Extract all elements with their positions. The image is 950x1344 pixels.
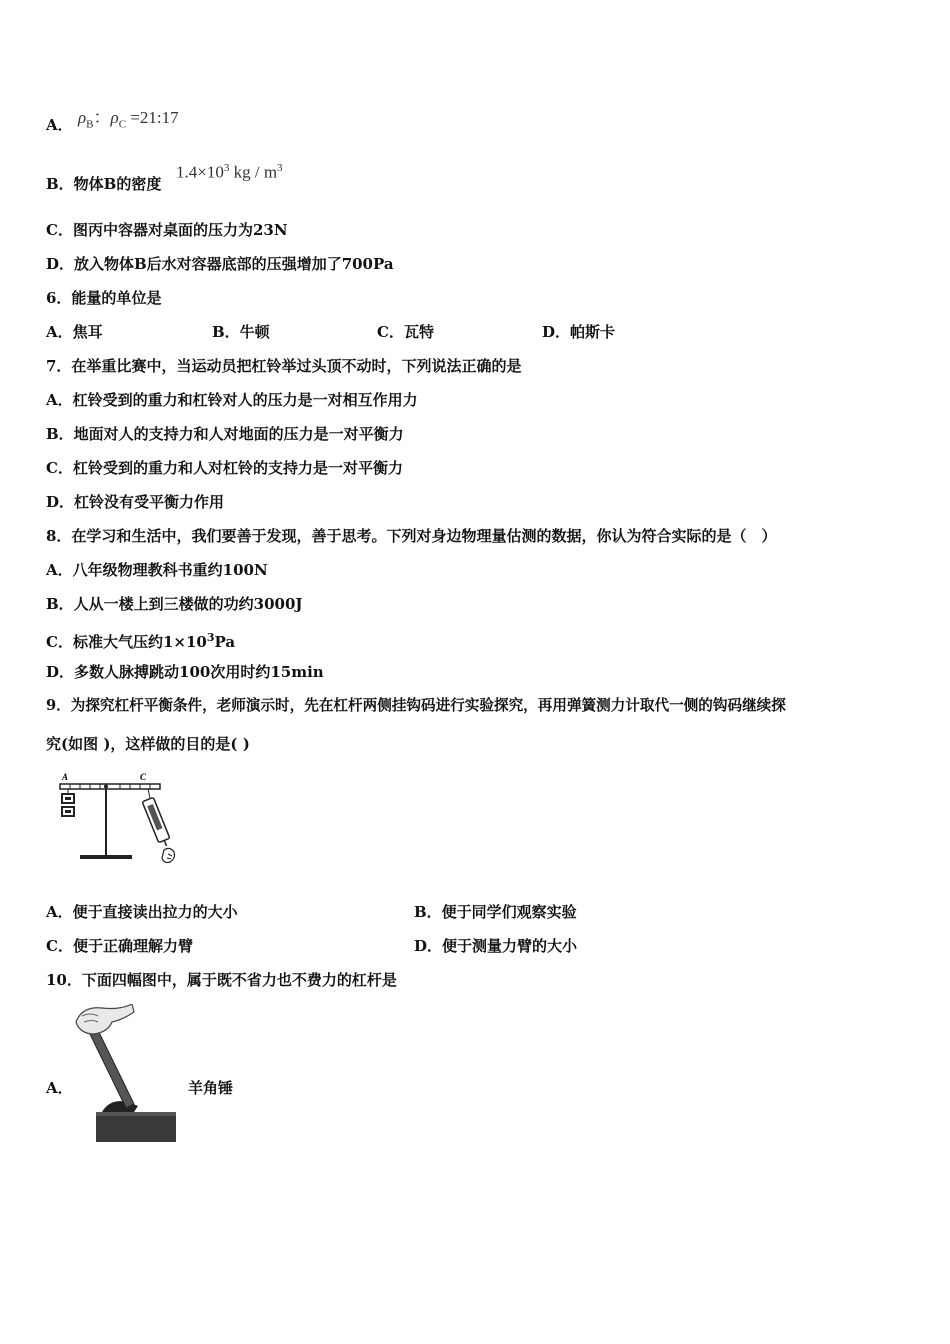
q5-option-c: C．图丙中容器对桌面的压力为23N [46, 221, 288, 239]
q7-stem: 7．在举重比赛中，当运动员把杠铃举过头顶不动时，下列说法正确的是 [46, 357, 522, 375]
q6-option-c: C．瓦特 [377, 323, 434, 341]
q9-figure-label-c: C [140, 772, 147, 782]
q9-stem-line1: 9．为探究杠杆平衡条件，老师演示时，先在杠杆两侧挂钩码进行实验探究，再用弹簧测力计取代一侧的钩码继续探 [46, 697, 786, 714]
q9-stem-line2: 究(如图 )，这样做的目的是( ) [46, 735, 250, 753]
q10-option-a-label: A． [46, 1079, 73, 1097]
q9-lever-figure [46, 770, 196, 870]
q8-option-b: B．人从一楼上到三楼做的功约3000J [46, 595, 303, 613]
q9-option-b: B．便于同学们观察实验 [414, 903, 577, 921]
q5-option-b-text: B．物体B的密度 [46, 175, 162, 193]
q10-stem: 10．下面四幅图中，属于既不省力也不费力的杠杆是 [46, 971, 397, 989]
q8-option-c: C．标准大气压约$1\times 10^3Pa$ [46, 631, 236, 651]
q7-option-b: B．地面对人的支持力和人对地面的压力是一对平衡力 [46, 425, 404, 443]
q8-option-a: A．八年级物理教科书重约100N [46, 561, 268, 579]
q5-option-b [46, 174, 161, 194]
q7-option-c: C．杠铃受到的重力和人对杠铃的支持力是一对平衡力 [46, 459, 403, 477]
q5-option-a [46, 115, 73, 135]
q6-stem: 6．能量的单位是 [46, 289, 162, 307]
q9-option-c: C．便于正确理解力臂 [46, 937, 193, 955]
q6-option-b: B．牛顿 [212, 323, 270, 341]
q8-stem: 8．在学习和生活中，我们要善于发现，善于思考。下列对身边物理量估测的数据，你认为符合实际的是（ ） [46, 527, 777, 545]
q7-option-d: D．杠铃没有受平衡力作用 [46, 493, 225, 511]
q6-option-a: A．焦耳 [46, 323, 103, 341]
claw-hammer-illustration [72, 1004, 182, 1144]
q6-option-d: D．帕斯卡 [542, 323, 616, 341]
q9-figure-label-a: A [62, 772, 69, 782]
q7-option-a: A．杠铃受到的重力和杠铃对人的压力是一对相互作用力 [46, 391, 418, 409]
q8-option-d: D．多数人脉搏跳动100次用时约15min [46, 663, 324, 681]
q5-option-a-label: A． [46, 116, 73, 134]
q9-option-a: A．便于直接读出拉力的大小 [46, 903, 238, 921]
q9-option-d: D．便于测量力臂的大小 [414, 937, 578, 955]
q5-option-a-formula: $\rho_B$：$\rho_C$ =21:17 [78, 108, 179, 131]
q10-option-a-caption: 羊角锤 [188, 1079, 234, 1097]
q5-option-d: D．放入物体B后水对容器底部的压强增加了700Pa [46, 255, 394, 273]
q5-option-b-formula: $1.4\times 10^3$ kg / $m^3$ [176, 162, 283, 182]
